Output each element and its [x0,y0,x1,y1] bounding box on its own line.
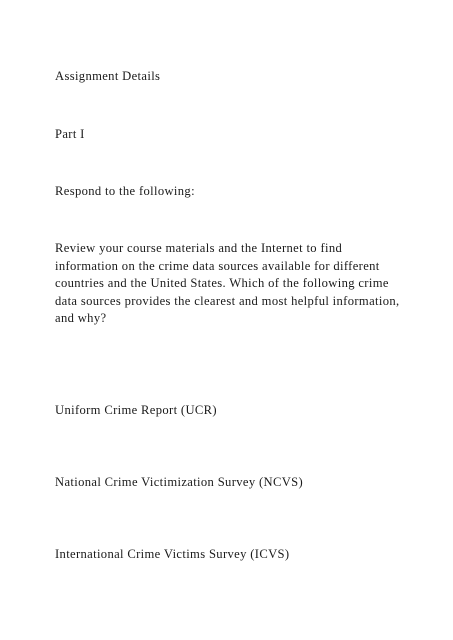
source-ncvs: National Crime Victimization Survey (NCVS) [55,475,304,489]
question-line: information on the crime data sources available for different [55,258,380,273]
instruction-text: Respond to the following: [55,184,195,198]
question-line: Review your course materials and the Internet to find [55,241,343,255]
question-line: and why? [55,311,107,326]
question-line: countries and the United States. Which of the following crime [55,276,389,291]
assignment-heading: Assignment Details [55,69,161,83]
source-ucr: Uniform Crime Report (UCR) [55,403,217,417]
question-paragraph [55,240,415,328]
part-label: Part I [55,127,85,141]
question-line: data sources provides the clearest and most helpful information, [55,293,400,308]
source-icvs: International Crime Victims Survey (ICVS) [55,547,290,561]
